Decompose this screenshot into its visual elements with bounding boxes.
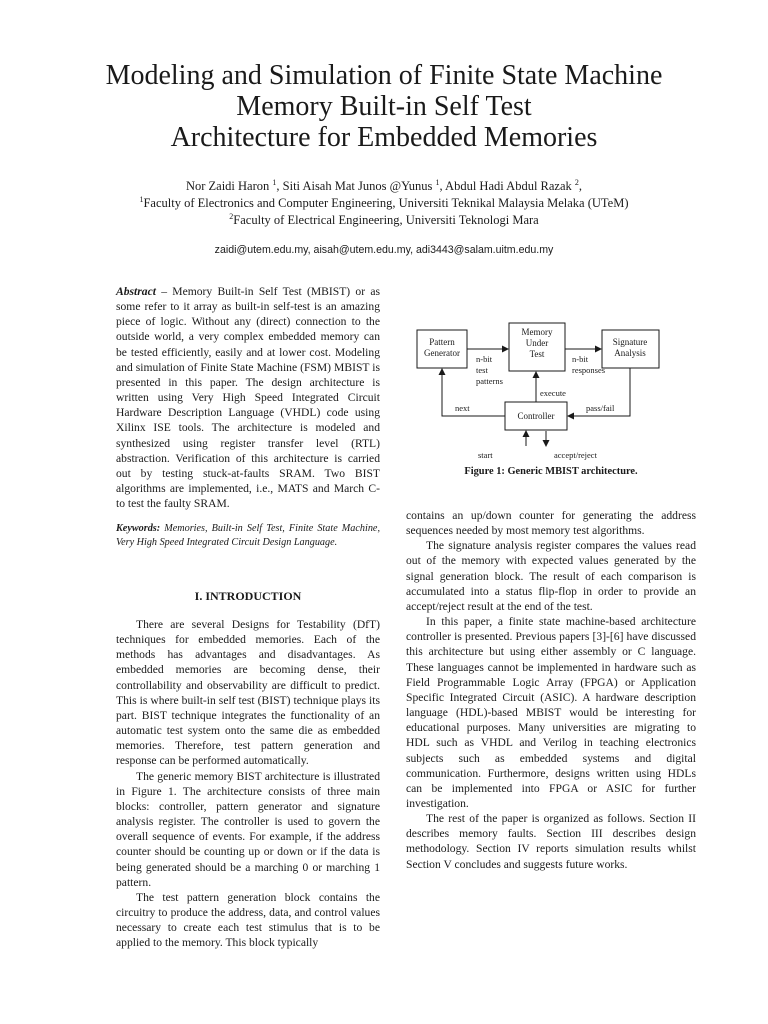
keywords-label: Keywords:	[116, 523, 161, 534]
nbit-responses-label-1: n-bit	[572, 354, 589, 364]
pass-fail-label: pass/fail	[586, 403, 615, 413]
author-block	[60, 178, 708, 229]
pattern-generator-label-1: Pattern	[429, 337, 455, 347]
controller-label: Controller	[517, 411, 555, 421]
signature-label-1: Signature	[612, 337, 648, 347]
pattern-generator-label-2: Generator	[424, 348, 460, 358]
start-label: start	[478, 450, 493, 460]
introduction-text	[116, 617, 380, 950]
abstract-label: Abstract	[116, 285, 156, 298]
keywords	[116, 522, 380, 550]
author-emails: zaidi@utem.edu.my, aisah@utem.edu.my, adi3443@salam.uitm.edu.my	[214, 244, 554, 256]
intro-paragraph-2: The generic memory BIST architecture is illustrated in Figure 1. The architecture consists of three main blocks: controller, pattern generator and signature analysis register. The controller is used to govern the overall sequence of events. For example, if the address counter should be counting up or down or if the data is being generated should be a marching 0 or marching 1 pattern.	[116, 769, 380, 889]
affiliation-1: $^1$Faculty of Electronics and Computer Engineering, Universiti Teknikal Malaysia Melaka (UTeM)	[139, 195, 629, 210]
author-2: , Siti Aisah Mat Junos @Yunus	[276, 179, 433, 193]
nbit-test-label-1: n-bit	[476, 354, 493, 364]
author-names: Nor Zaidi Haron $^1$, Siti Aisah Mat Junos @Yunus $^1$, Abdul Hadi Abdul Razak $^2$,	[185, 178, 583, 193]
paper-title	[60, 60, 708, 153]
right-paragraph-3: In this paper, a finite state machine-based architecture controller is presented. Previous papers [3]-[6] have discussed this architecture but using either assembly or C language. These languages cannot be implemented in hardware such as Field Programmable Logic Array (FPGA) or Application Specific Integrated Circuit (ASIC). A hardware description language (HDL)-based MBIST would be interesting for educational purposes. Many universities are migrating to HDL such as VHDL and Verilog in teaching electronics subjects such as embedded systems and digital communication. Furthermore, designs written using HDLs can be implemented into FPGA or ASIC for further investigation.	[406, 615, 696, 810]
title-line-1: Modeling and Simulation of Finite State Machine	[105, 60, 663, 91]
intro-paragraph-3: The test pattern generation block contains the circuitry to produce the address, data, and control values necessary to create each test stimulus that is to be applied to the memory. This block typically	[116, 890, 380, 950]
right-paragraph-2: The signature analysis register compares the values read out of the memory with expected values generated by the signal generation block. The result of each comparison is accumulated into a status flip-flop in order to provide an accept/reject result at the end of the test.	[406, 539, 696, 613]
author-3: , Abdul Hadi Abdul Razak	[439, 179, 572, 193]
affiliation-2: $^2$Faculty of Electrical Engineering, Universiti Teknologi Mara	[229, 212, 539, 227]
nbit-responses-label-2: responses	[572, 365, 606, 375]
memory-label-1: Memory	[521, 327, 553, 337]
next-label: next	[455, 403, 470, 413]
memory-label-2: Under	[525, 338, 549, 348]
abstract	[116, 284, 380, 511]
right-paragraph-1: contains an up/down counter for generating the address sequences needed by most memory test algorithms.	[406, 509, 696, 538]
keywords-text: Memories, Built-in Self Test, Finite State Machine, Very High Speed Integrated Circuit Design Language.	[116, 523, 380, 548]
figure-1-caption: Figure 1: Generic MBIST architecture.	[464, 466, 638, 477]
right-paragraph-4: The rest of the paper is organized as follows. Section II describes memory faults. Section III describes design methodology. Section IV reports simulation results whilst Section V concludes and suggests future works.	[406, 812, 696, 871]
execute-label: execute	[540, 388, 566, 398]
nbit-test-label-3: patterns	[476, 376, 503, 386]
signature-label-2: Analysis	[614, 348, 646, 358]
section-heading-introduction: I. INTRODUCTION	[194, 589, 302, 603]
figure-1-diagram	[400, 318, 700, 463]
abstract-text: – Memory Built-in Self Test (MBIST) or as some refer to it array as built-in self-test is an amazing piece of logic. Without any (direct) connection to the outside world, a very complex embedded memory can be tested efficiently, easily and at lower cost. Modeling and simulation of Finite State Machine (FSM) MBIST is presented in this paper. The design architecture is written using Very High Speed Integrated Circuit Hardware Description Language (VHDL) code using Xilinx ISE tools. The architecture is modeled and synthesized using register transfer level (RTL) abstraction. Verification of this architecture is carried out by testing stuck-at-faults SRAM. Two BIST algorithms are implemented, i.e., MATS and March C- to test the faulty SRAM.	[116, 285, 380, 511]
intro-paragraph-1: There are several Designs for Testability (DfT) techniques for embedded memories. Each of the methods has advantages and disadvantages. As embedded memories are becoming dense, their controllability and observability are difficult to predict. This is where built-in self test (BIST) technique plays its part. BIST technique integrates the functionality of an automatic test system onto the same die as embedded memories. Therefore, test pattern generation and response can be performed automatically.	[116, 618, 380, 768]
title-line-3: Architecture for Embedded Memories	[170, 122, 598, 153]
memory-label-3: Test	[529, 349, 545, 359]
title-line-2: Memory Built-in Self Test	[236, 91, 532, 122]
right-column-text	[406, 508, 696, 872]
nbit-test-label-2: test	[476, 365, 488, 375]
accept-reject-label: accept/reject	[554, 450, 597, 460]
author-1: Nor Zaidi Haron	[185, 179, 270, 193]
